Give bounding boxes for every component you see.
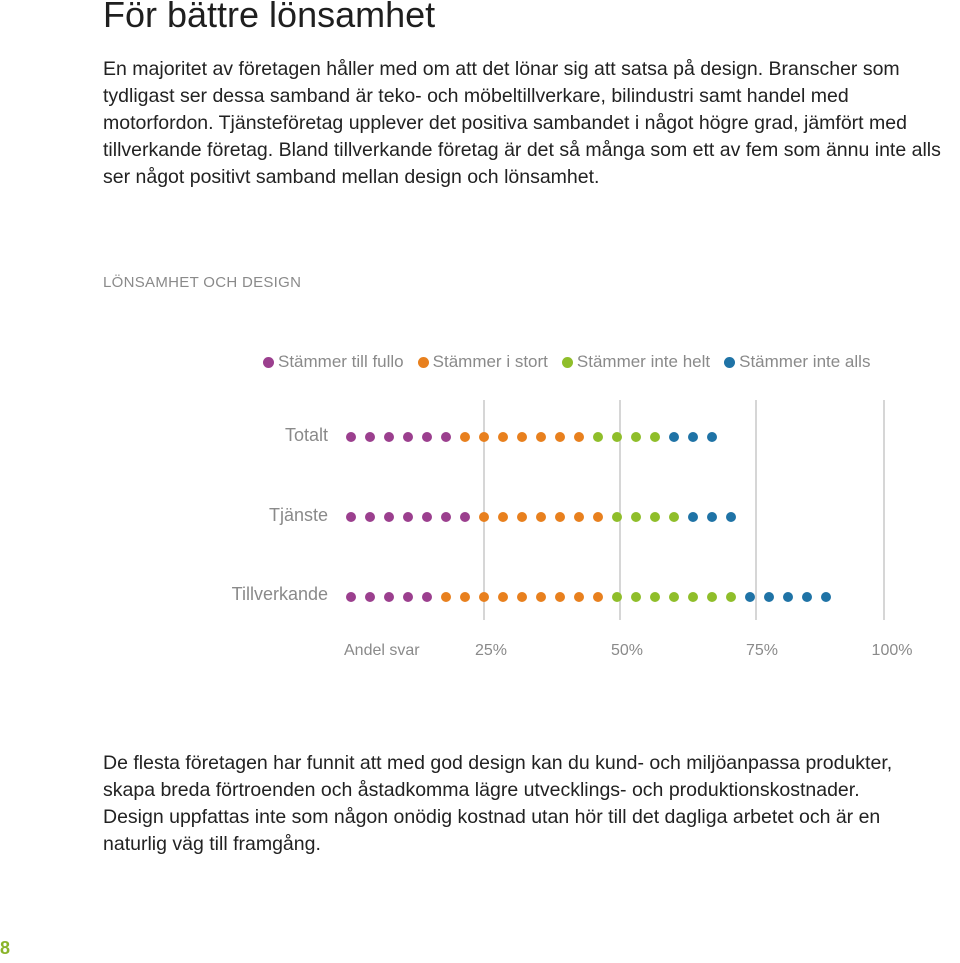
- dot-tjanste-series-3-3: [650, 512, 660, 522]
- dot-totalt-series-1-3: [384, 432, 394, 442]
- dot-totalt-series-2-7: [574, 432, 584, 442]
- dot-tjanste-series-2-1: [479, 512, 489, 522]
- dot-tillverkande-series-4-4: [802, 592, 812, 602]
- dot-tjanste-series-2-4: [536, 512, 546, 522]
- legend-label-fully-disagree: Stämmer inte alls: [739, 352, 871, 371]
- dot-tjanste-series-2-5: [555, 512, 565, 522]
- dot-totalt-series-2-2: [479, 432, 489, 442]
- dot-tillverkande-series-2-4: [498, 592, 508, 602]
- dot-totalt-series-1-1: [346, 432, 356, 442]
- legend-label-fully-agree: Stämmer till fullo: [278, 352, 404, 371]
- dot-tjanste-series-1-1: [346, 512, 356, 522]
- dot-totalt-series-2-6: [555, 432, 565, 442]
- dot-tjanste-series-1-4: [403, 512, 413, 522]
- dot-tillverkande-series-2-8: [574, 592, 584, 602]
- legend-label-partly-disagree: Stämmer inte helt: [576, 352, 711, 371]
- dot-tjanste-series-1-6: [441, 512, 451, 522]
- x-tick-25: 25%: [474, 642, 508, 659]
- dot-tillverkande-series-4-3: [783, 592, 793, 602]
- dot-tjanste-series-1-3: [384, 512, 394, 522]
- chart-title: LÖNSAMHET OCH DESIGN: [103, 274, 302, 291]
- dot-totalt-series-4-3: [707, 432, 717, 442]
- dot-totalt-series-1-4: [403, 432, 413, 442]
- dot-totalt-series-3-3: [631, 432, 641, 442]
- dot-totalt-series-1-5: [422, 432, 432, 442]
- dot-tillverkande-series-2-6: [536, 592, 546, 602]
- dot-tjanste-series-3-1: [612, 512, 622, 522]
- dot-tillverkande-series-3-2: [631, 592, 641, 602]
- dot-tillverkande-series-3-5: [688, 592, 698, 602]
- row-label-tillverkande: Tillverkande: [231, 584, 328, 604]
- dot-totalt-series-2-3: [498, 432, 508, 442]
- dot-tillverkande-series-3-7: [726, 592, 736, 602]
- dot-tillverkande-series-1-1: [346, 592, 356, 602]
- row-label-totalt: Totalt: [284, 425, 328, 445]
- row-label-tjanste: Tjänste: [268, 505, 328, 525]
- dot-tillverkande-series-2-3: [479, 592, 489, 602]
- dot-tillverkande-series-3-4: [669, 592, 679, 602]
- dot-tillverkande-series-2-7: [555, 592, 565, 602]
- dot-totalt-series-3-1: [593, 432, 603, 442]
- dot-tjanste-series-1-7: [460, 512, 470, 522]
- x-axis-label: Andel svar: [344, 642, 420, 659]
- dot-tillverkande-series-4-5: [821, 592, 831, 602]
- dot-totalt-series-2-5: [536, 432, 546, 442]
- intro-paragraph: En majoritet av företagen håller med om att det lönar sig att satsa på design. Branscher som tydligast ser dessa samband är teko- och möbeltillverkare, bilindustri samt handel med motorfordon. Tjänsteföretag upplever det positiva sambandet i något högre grad, jämfört med tillverkande företag. Bland tillverkande företag är det så många som ett av fem som ännu inte alls ser något positivt samband mellan design och lönsamhet.: [103, 58, 941, 188]
- x-tick-100: 100%: [871, 642, 913, 659]
- x-tick-50: 50%: [610, 642, 644, 659]
- page-number: 8: [0, 938, 11, 958]
- dot-tillverkande-series-2-5: [517, 592, 527, 602]
- dot-tillverkande-series-2-9: [593, 592, 603, 602]
- dot-tjanste-series-3-4: [669, 512, 679, 522]
- dot-tjanste-series-2-6: [574, 512, 584, 522]
- dot-tillverkande-series-1-2: [365, 592, 375, 602]
- page-title: För bättre lönsamhet: [103, 0, 436, 35]
- dot-tjanste-series-2-3: [517, 512, 527, 522]
- dot-tjanste-series-4-2: [707, 512, 717, 522]
- dot-tillverkande-series-3-1: [612, 592, 622, 602]
- dot-tillverkande-series-2-1: [441, 592, 451, 602]
- legend-label-largely-agree: Stämmer i stort: [432, 352, 548, 371]
- dot-tjanste-series-1-2: [365, 512, 375, 522]
- outro-paragraph: De flesta företagen har funnit att med god design kan du kund- och miljöanpassa produkter, skapa breda förtroenden och åstadkomma lägre utvecklings- och produktionskostnader. Design uppfattas inte som någon onödig kostnad utan hör till det dagliga arbetet och är en naturlig väg till framgång.: [103, 752, 893, 855]
- dot-totalt-series-1-2: [365, 432, 375, 442]
- dot-totalt-series-2-1: [460, 432, 470, 442]
- dot-totalt-series-1-6: [441, 432, 451, 442]
- dot-tjanste-series-4-3: [726, 512, 736, 522]
- dot-totalt-series-4-1: [669, 432, 679, 442]
- dot-tillverkande-series-4-1: [745, 592, 755, 602]
- dot-totalt-series-2-4: [517, 432, 527, 442]
- dot-totalt-series-4-2: [688, 432, 698, 442]
- dot-tjanste-series-3-2: [631, 512, 641, 522]
- dot-tjanste-series-2-2: [498, 512, 508, 522]
- dot-tillverkande-series-2-2: [460, 592, 470, 602]
- dot-tjanste-series-1-5: [422, 512, 432, 522]
- dot-totalt-series-3-4: [650, 432, 660, 442]
- dot-totalt-series-3-2: [612, 432, 622, 442]
- dot-tjanste-series-4-1: [688, 512, 698, 522]
- dot-tillverkande-series-1-4: [403, 592, 413, 602]
- dot-tillverkande-series-3-6: [707, 592, 717, 602]
- dot-tillverkande-series-4-2: [764, 592, 774, 602]
- dot-tjanste-series-2-7: [593, 512, 603, 522]
- dot-tillverkande-series-1-3: [384, 592, 394, 602]
- dot-tillverkande-series-3-3: [650, 592, 660, 602]
- x-tick-75: 75%: [745, 642, 779, 659]
- dot-tillverkande-series-1-5: [422, 592, 432, 602]
